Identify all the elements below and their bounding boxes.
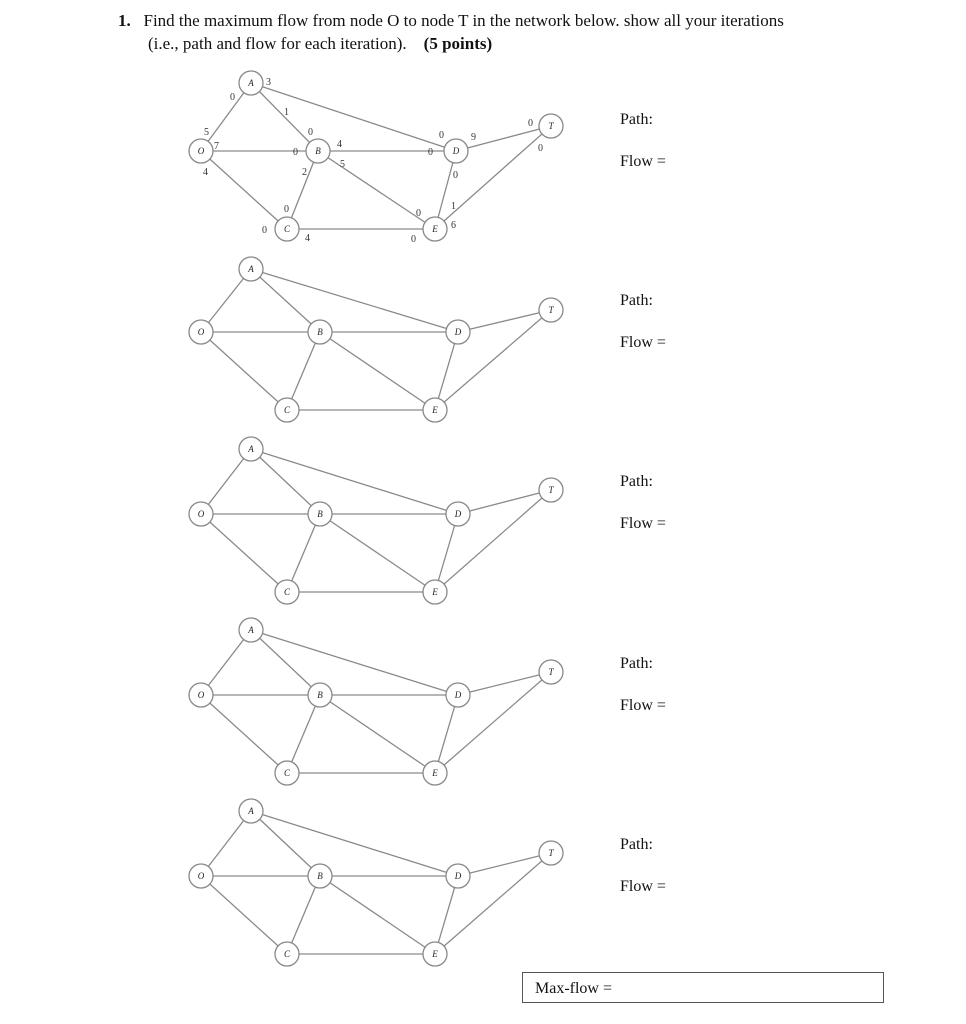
question-text-2: (i.e., path and flow for each iteration). — [148, 34, 407, 53]
node-d — [446, 320, 470, 344]
svg-text:O: O — [197, 690, 205, 700]
cap-b-5: 5 — [340, 159, 345, 170]
max-flow-box[interactable] — [522, 972, 884, 1003]
node-a — [239, 618, 263, 642]
iteration-4-path-label: Path: — [620, 655, 653, 672]
node-a — [239, 257, 263, 281]
node-d — [446, 502, 470, 526]
node-b — [308, 683, 332, 707]
svg-text:O: O — [197, 146, 205, 156]
node-c — [275, 942, 299, 966]
svg-text:B: B — [317, 871, 323, 881]
node-d — [446, 683, 470, 707]
cap-e-6: 6 — [451, 220, 456, 231]
iteration-2-path-label: Path: — [620, 292, 653, 309]
svg-text:B: B — [317, 690, 323, 700]
node-o — [189, 320, 213, 344]
cap-o-7: 7 — [214, 141, 219, 152]
node-b — [308, 320, 332, 344]
cap-b-0-top: 0 — [308, 127, 313, 138]
node-a — [239, 437, 263, 461]
cap-bc-2: 2 — [302, 167, 307, 178]
node-b — [308, 502, 332, 526]
svg-text:D: D — [452, 146, 460, 156]
svg-text:C: C — [283, 587, 291, 597]
svg-text:B: B — [317, 509, 323, 519]
node-t — [539, 660, 563, 684]
iteration-1-path-label: Path: — [620, 111, 653, 128]
cap-t-0-bottom: 0 — [538, 143, 543, 154]
svg-text:C: C — [283, 405, 291, 415]
node-e — [423, 942, 447, 966]
node-a — [239, 799, 263, 823]
node-t — [539, 478, 563, 502]
svg-text:T: T — [548, 667, 554, 677]
iteration-3-path-label: Path: — [620, 473, 653, 490]
cap-d-0-top: 0 — [439, 130, 444, 141]
cap-d-9: 9 — [471, 132, 476, 143]
network-graph-5 — [0, 725, 600, 975]
cap-b-0-left: 0 — [293, 147, 298, 158]
edge-o-a — [201, 83, 251, 151]
svg-text:C: C — [283, 768, 291, 778]
cap-d-0-bottom: 0 — [453, 170, 458, 181]
cap-e-1: 1 — [451, 201, 456, 212]
cap-t-0-left: 0 — [528, 118, 533, 129]
node-b — [306, 139, 330, 163]
svg-text:A: A — [248, 444, 254, 454]
svg-text:A: A — [248, 806, 254, 816]
svg-text:O: O — [197, 327, 205, 337]
question-number: 1. — [118, 11, 131, 30]
svg-text:D: D — [454, 509, 462, 519]
max-flow-label: Max-flow = — [535, 980, 613, 997]
svg-text:C: C — [283, 949, 291, 959]
svg-text:T: T — [548, 848, 554, 858]
iteration-4-flow-label: Flow = — [620, 697, 666, 714]
svg-text:E: E — [432, 768, 438, 778]
svg-text:B: B — [315, 146, 321, 156]
svg-text:O: O — [197, 871, 205, 881]
node-d — [446, 864, 470, 888]
cap-a-0: 0 — [230, 92, 235, 103]
iteration-1-flow-label: Flow = — [620, 153, 666, 170]
node-o — [189, 683, 213, 707]
svg-text:O: O — [197, 509, 205, 519]
node-t — [539, 114, 563, 138]
cap-e-0-bottom: 0 — [411, 234, 416, 245]
cap-d-0-left: 0 — [428, 147, 433, 158]
svg-text:D: D — [454, 871, 462, 881]
cap-c-0-top: 0 — [284, 204, 289, 215]
svg-text:E: E — [432, 587, 438, 597]
node-t — [539, 841, 563, 865]
cap-o-5: 5 — [204, 127, 209, 138]
svg-text:A: A — [248, 264, 254, 274]
question-text: Find the maximum flow from node O to node T in the network below. show all your iterations — [143, 11, 784, 30]
svg-text:A: A — [248, 625, 254, 635]
svg-text:T: T — [548, 485, 554, 495]
node-t — [539, 298, 563, 322]
svg-text:T: T — [548, 121, 554, 131]
iteration-5-path-label: Path: — [620, 836, 653, 853]
node-o — [189, 502, 213, 526]
svg-text:T: T — [548, 305, 554, 315]
cap-b-4: 4 — [337, 139, 342, 150]
svg-text:E: E — [432, 949, 438, 959]
svg-text:C: C — [283, 224, 291, 234]
node-o — [189, 139, 213, 163]
node-d — [444, 139, 468, 163]
cap-o-4: 4 — [203, 167, 208, 178]
svg-text:A: A — [248, 78, 254, 88]
node-b — [308, 864, 332, 888]
question-points: (5 points) — [423, 34, 493, 53]
cap-c-0-left: 0 — [262, 225, 267, 236]
edge-a-d — [251, 83, 456, 151]
iteration-5-flow-label: Flow = — [620, 878, 666, 895]
svg-text:D: D — [454, 690, 462, 700]
cap-c-4: 4 — [305, 233, 310, 244]
svg-text:B: B — [317, 327, 323, 337]
svg-text:E: E — [432, 224, 438, 234]
cap-e-0-left: 0 — [416, 208, 421, 219]
iteration-2-flow-label: Flow = — [620, 334, 666, 351]
svg-text:E: E — [432, 405, 438, 415]
cap-a-3: 3 — [266, 77, 271, 88]
cap-ab-1: 1 — [284, 107, 289, 118]
svg-text:D: D — [454, 327, 462, 337]
node-o — [189, 864, 213, 888]
iteration-3-flow-label: Flow = — [620, 515, 666, 532]
node-a — [239, 71, 263, 95]
